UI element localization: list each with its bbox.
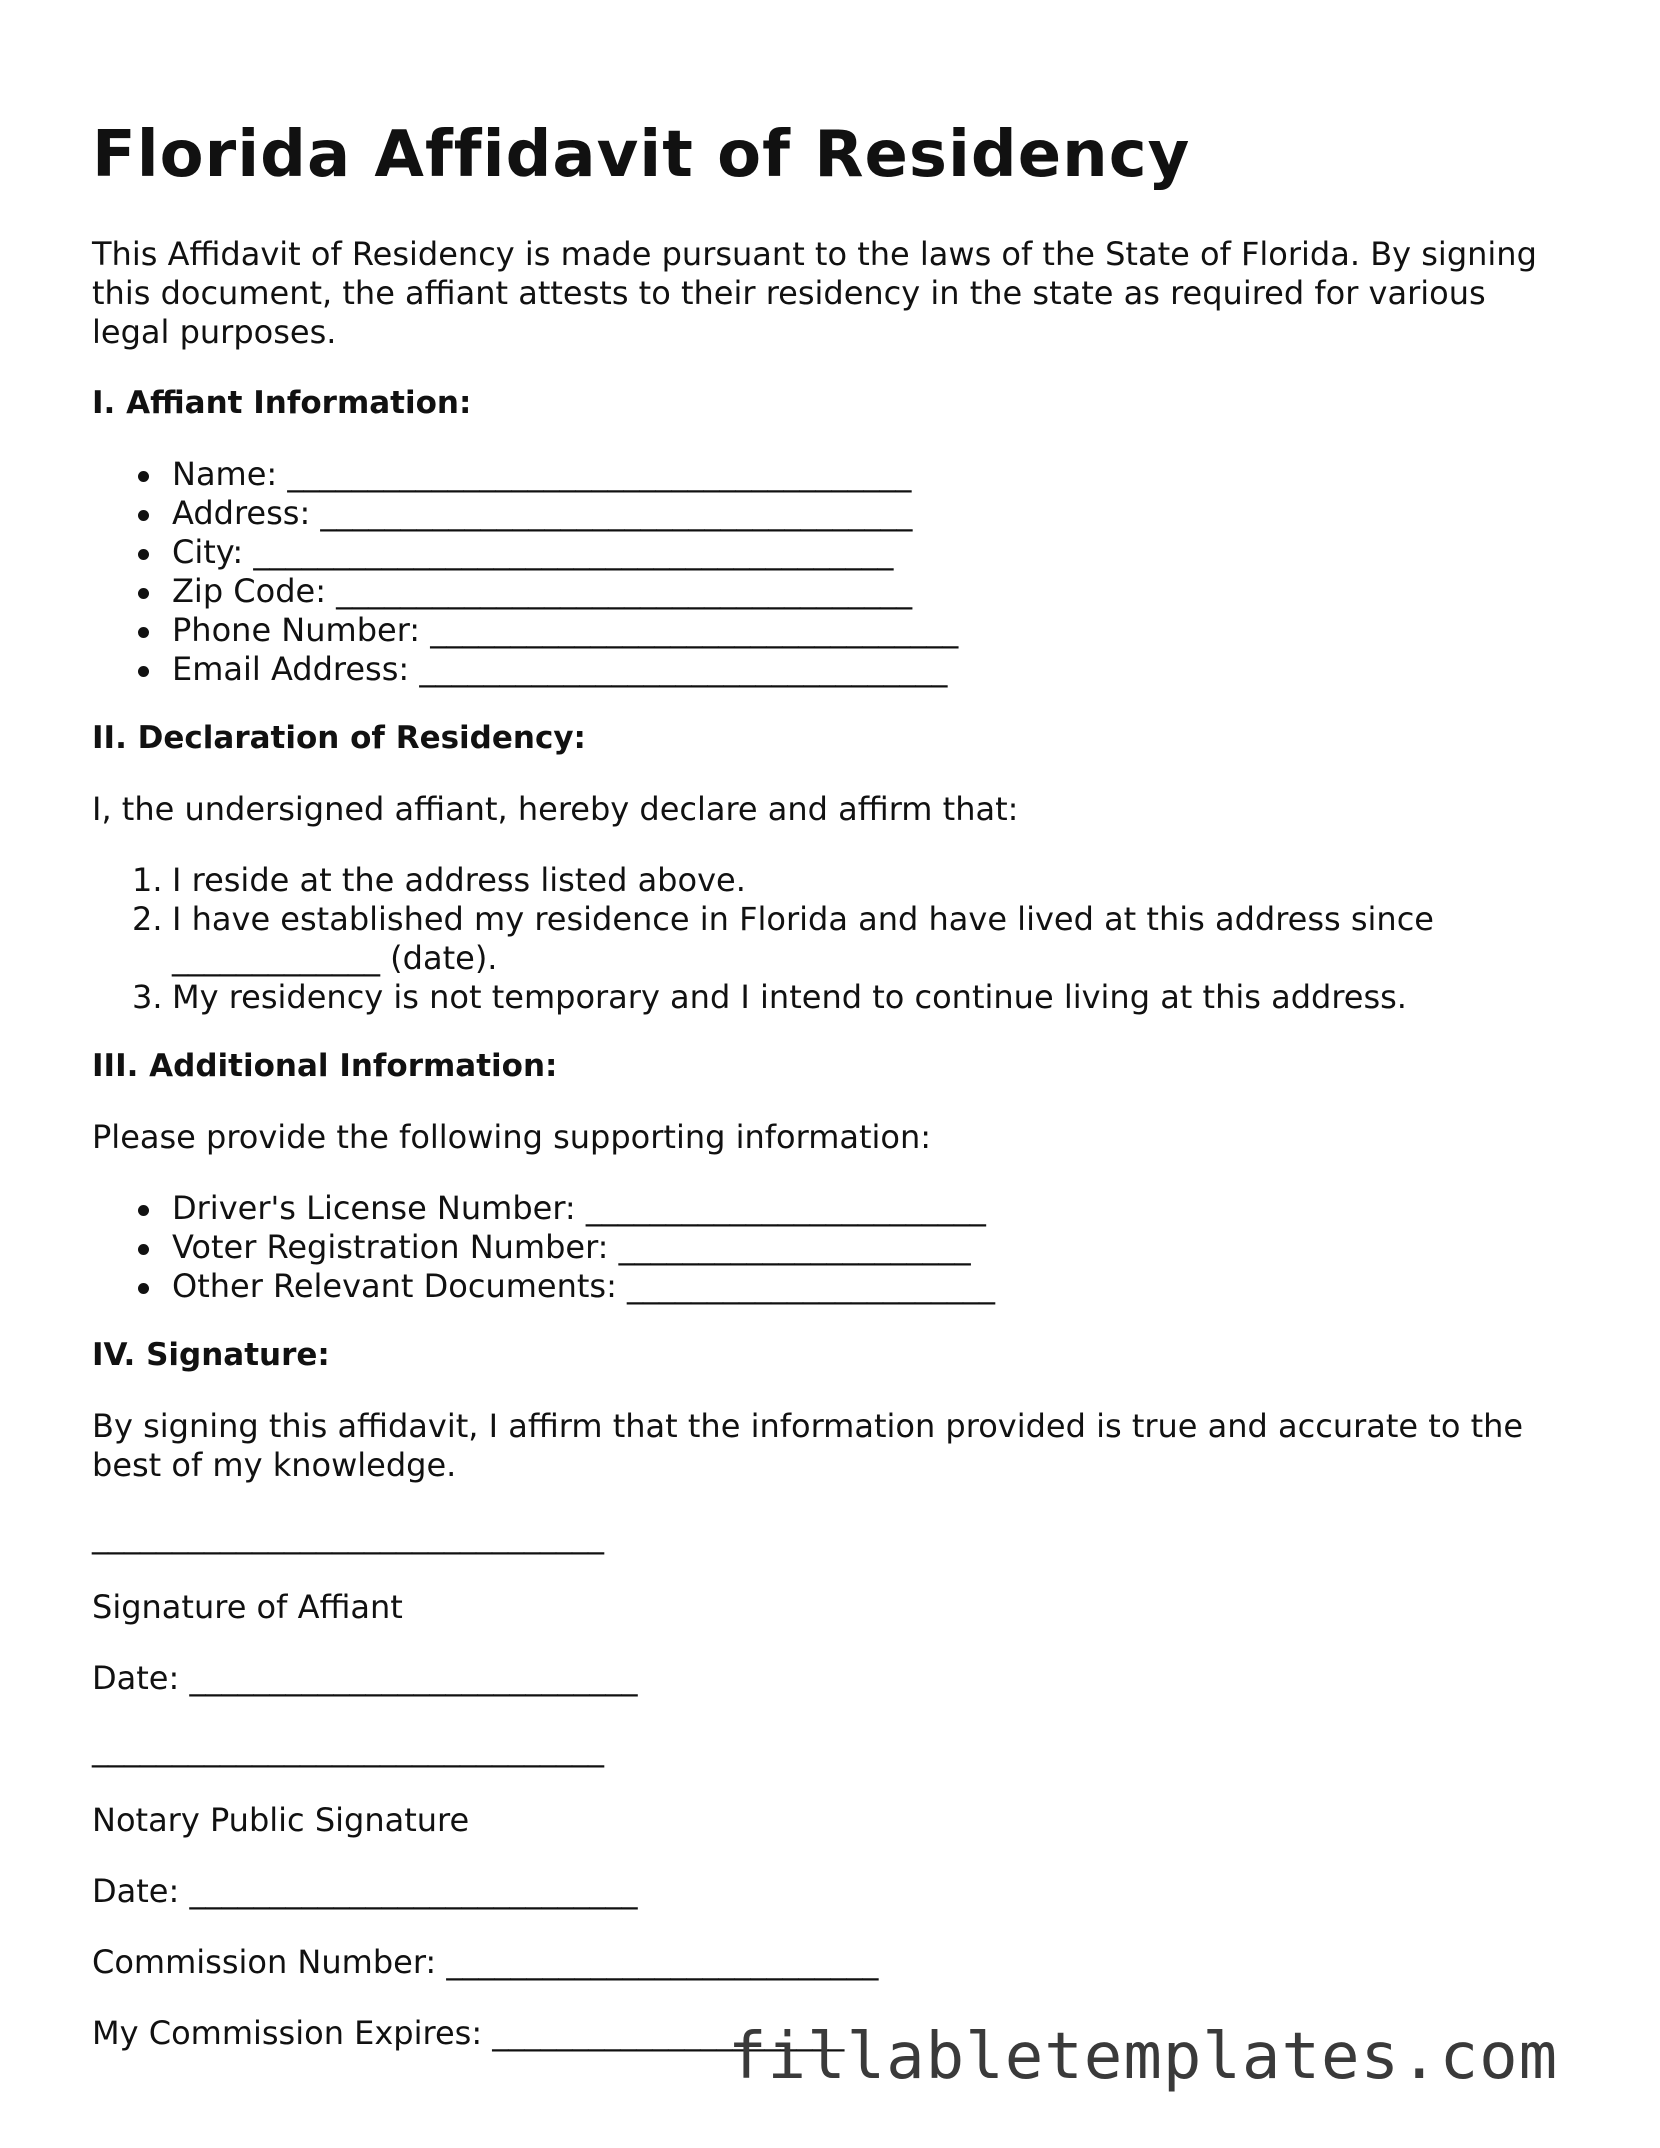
- section-heading-additional: III. Additional Information:: [92, 1048, 558, 1084]
- notary-signature-label: Notary Public Signature: [92, 1801, 470, 1839]
- affiant-signature-line[interactable]: ________________________________: [92, 1517, 604, 1555]
- section-heading-declaration: II. Declaration of Residency:: [92, 720, 586, 756]
- commission-number-field[interactable]: Commission Number: ___________________________: [92, 1943, 879, 1981]
- email-address-field[interactable]: Email Address: _________________________________: [92, 650, 958, 689]
- signature-statement-line-2: best of my knowledge.: [92, 1446, 457, 1484]
- notary-signature-line[interactable]: ________________________________: [92, 1730, 604, 1768]
- affiant-signature-label: Signature of Affiant: [92, 1588, 403, 1626]
- phone-number-field[interactable]: Phone Number: _________________________________: [92, 611, 958, 650]
- declaration-item: [92, 900, 1434, 978]
- name-field[interactable]: Name: _______________________________________: [92, 455, 958, 494]
- declaration-text: I have established my residence in Florida and have lived at this address since: [172, 900, 1434, 938]
- commission-expires-field[interactable]: My Commission Expires: ______________________: [92, 2014, 845, 2052]
- intro-line-2: this document, the affiant attests to their residency in the state as required for various: [92, 274, 1486, 312]
- declaration-text: My residency is not temporary and I intend to continue living at this address.: [172, 978, 1407, 1016]
- other-documents-field[interactable]: Other Relevant Documents: _______________________: [92, 1267, 995, 1306]
- additional-fields-list: [92, 1189, 995, 1306]
- declaration-list: [92, 861, 1434, 1017]
- declaration-lead: I, the undersigned affiant, hereby declare and affirm that:: [92, 790, 1019, 828]
- intro-line-1: This Affidavit of Residency is made pursuant to the laws of the State of Florida. By signing: [92, 235, 1537, 273]
- declaration-item: [92, 861, 1434, 900]
- page-title: Florida Affidavit of Residency: [92, 118, 1191, 192]
- voter-registration-field[interactable]: Voter Registration Number: ______________________: [92, 1228, 995, 1267]
- section-heading-affiant: I. Affiant Information:: [92, 385, 472, 421]
- city-field[interactable]: City: ________________________________________: [92, 533, 958, 572]
- declaration-item: [92, 978, 1434, 1017]
- declaration-text: I reside at the address listed above.: [172, 861, 746, 899]
- signature-statement-line-1: By signing this affidavit, I affirm that the information provided is true and accurate to the: [92, 1407, 1524, 1445]
- section-heading-signature: IV. Signature:: [92, 1337, 330, 1373]
- affiant-date-field[interactable]: Date: ____________________________: [92, 1659, 638, 1697]
- list-number: 3.: [132, 978, 163, 1016]
- notary-date-field[interactable]: Date: ____________________________: [92, 1872, 638, 1910]
- list-number: 1.: [132, 861, 163, 899]
- zip-code-field[interactable]: Zip Code: ____________________________________: [92, 572, 958, 611]
- intro-line-3: legal purposes.: [92, 313, 337, 351]
- address-field[interactable]: Address: _____________________________________: [92, 494, 958, 533]
- additional-lead: Please provide the following supporting information:: [92, 1118, 932, 1156]
- affiant-fields-list: [92, 455, 958, 689]
- watermark-text: fillabletemplates.com: [728, 2020, 1559, 2094]
- residence-since-date-field[interactable]: _____________ (date).: [172, 939, 498, 977]
- drivers-license-field[interactable]: Driver's License Number: _________________________: [92, 1189, 995, 1228]
- list-number: 2.: [132, 900, 163, 938]
